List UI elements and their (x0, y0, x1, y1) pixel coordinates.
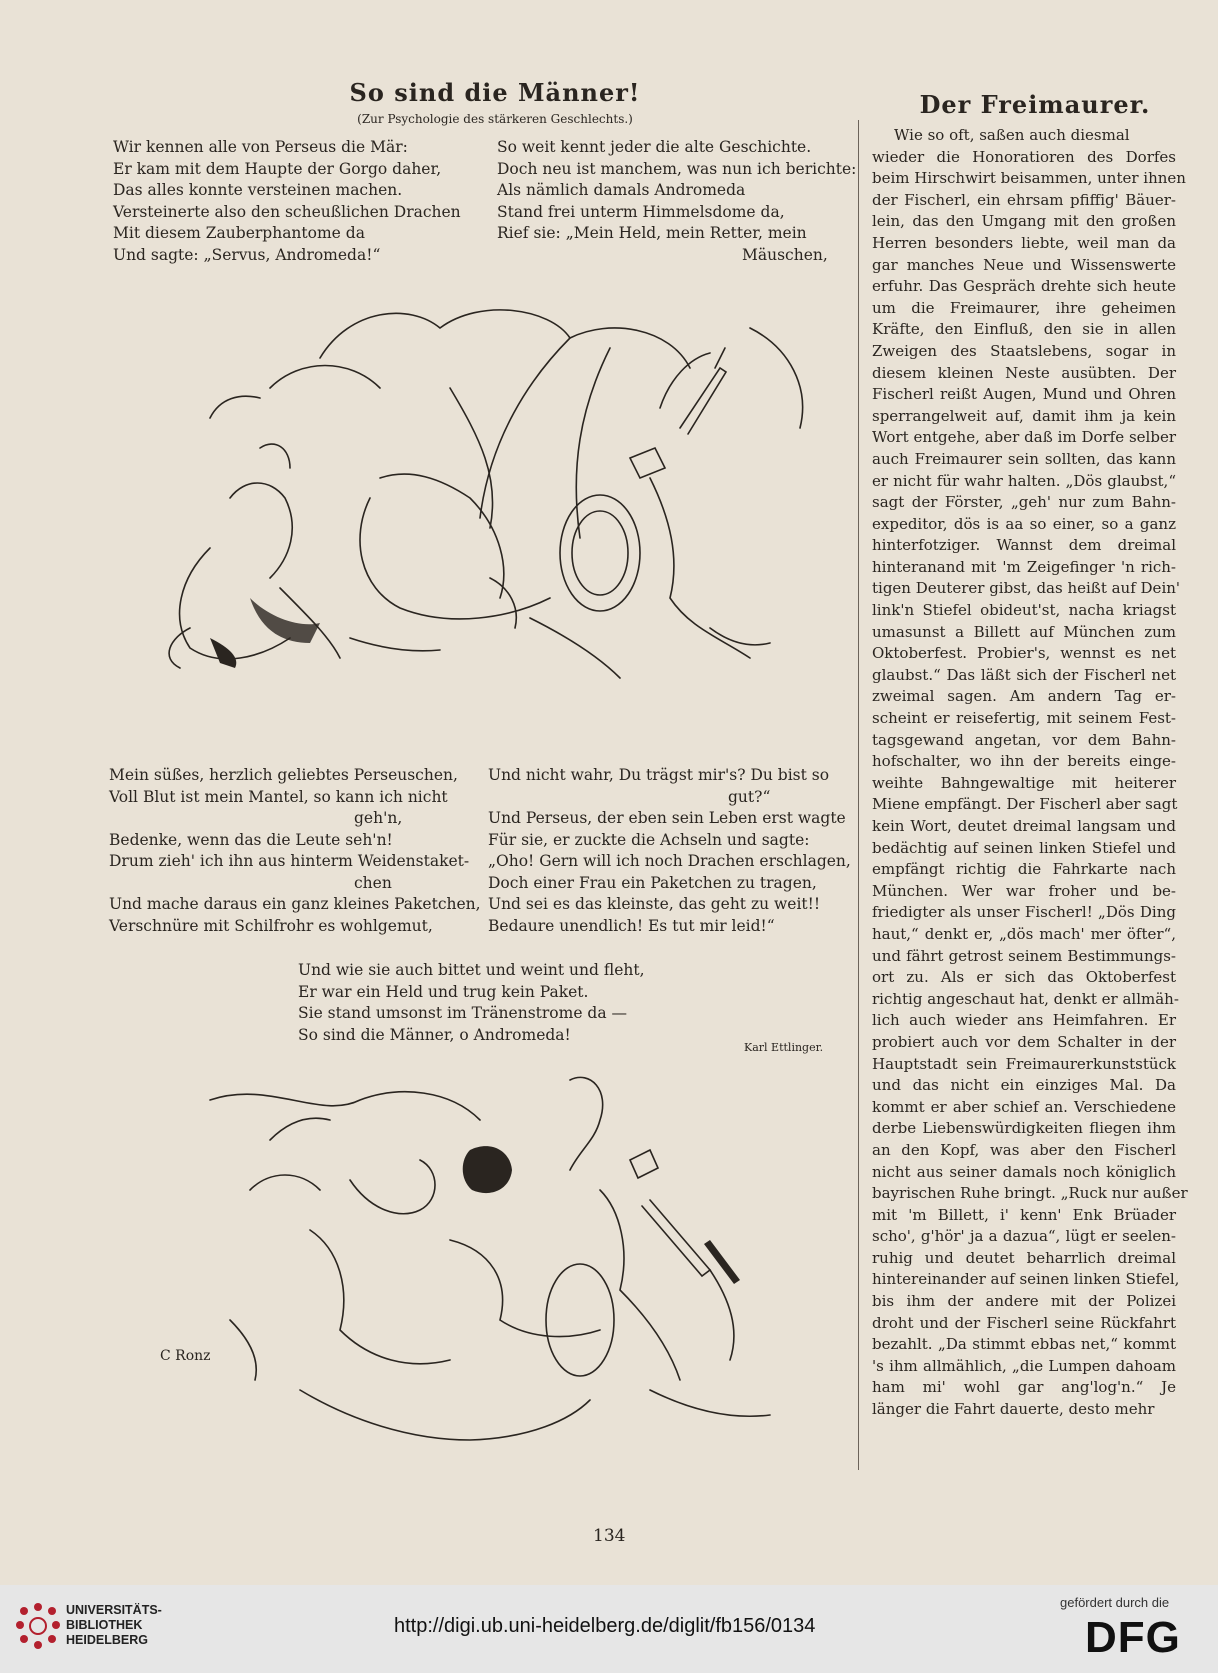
verse-line: Verschnüre mit Schilfrohr es wohlgemut, (109, 916, 433, 935)
verse-line: So sind die Männer, o Andromeda! (298, 1025, 571, 1044)
institution-name: UNIVERSITÄTS- BIBLIOTHEK HEIDELBERG (66, 1603, 162, 1647)
verse-line: Mit diesem Zauberphantome da (113, 224, 365, 242)
text-line: scheint er reisefertig, mit seinem Fest- (872, 709, 1176, 728)
text-line: sperrangelweit auf, damit ihm ja kein (872, 406, 1176, 425)
text-line: scho', g'hör' ja a dazua“, lügt er seelen- (872, 1227, 1176, 1246)
text-line: Fischerl reißt Augen, Mund und Ohren (872, 385, 1176, 404)
illustration-perseus-package (150, 1060, 830, 1490)
verse-line: Und wie sie auch bittet und weint und fleht, (298, 961, 645, 979)
text-line: bayrischen Ruhe bringt. „Ruck nur außer (872, 1184, 1188, 1203)
verse-line: Drum zieh' ich ihn aus hinterm Weidenstaket- (109, 852, 470, 870)
text-line: tagsgewand angetan, vor dem Bahn- (872, 730, 1176, 749)
text-line: Kräfte, den Einfluß, den sie in allen (872, 320, 1176, 339)
text-line: ruhig und deutet beharrlich dreimal (872, 1248, 1176, 1267)
text-line: ort zu. Als er sich das Oktoberfest (872, 968, 1176, 987)
text-line: bezahlt. „Da stimmt ebbas net,“ kommt (872, 1335, 1176, 1354)
verse-line: Er kam mit dem Haupte der Gorgo daher, (113, 159, 442, 178)
page-number: 134 (593, 1526, 626, 1546)
verse-line: Sie stand umsonst im Tränenstrome da — (298, 1004, 628, 1022)
verse-line: „Oho! Gern will ich noch Drachen erschlagen, (488, 852, 851, 870)
text-line: ham mi' wohl gar ang'log'n.“ Je (872, 1378, 1176, 1397)
verse-line: Wir kennen alle von Perseus die Mär: (113, 138, 408, 156)
text-line: erfuhr. Das Gespräch drehte sich heute (872, 277, 1176, 296)
poem-stanza-4 (488, 765, 851, 937)
text-line: 's ihm allmählich, „die Lumpen dahoam (872, 1356, 1176, 1375)
funding-note: gefördert durch die (1060, 1595, 1170, 1610)
text-line: länger die Fahrt dauerte, desto mehr (872, 1400, 1155, 1419)
text-line: richtig angeschaut hat, denkt er allmäh- (872, 989, 1179, 1008)
verse-line: Rief sie: „Mein Held, mein Retter, mein (497, 224, 807, 242)
text-line: Herren besonders liebte, weil man da (872, 233, 1176, 252)
text-line: Miene empfängt. Der Fischerl aber sagt (872, 795, 1178, 814)
text-line: kommt er aber schief an. Verschiedene (872, 1097, 1176, 1116)
text-line: Oktoberfest. Probier's, wennst es net (872, 644, 1176, 663)
text-line: hintereinander auf seinen linken Stiefel, (872, 1270, 1180, 1289)
verse-line: Und nicht wahr, Du trägst mir's? Du bist so (488, 766, 830, 784)
poem-stanza-1 (113, 137, 461, 266)
text-line: mit 'm Billett, i' kenn' Enk Brüader (872, 1205, 1176, 1224)
text-line: probiert auch vor dem Schalter in der (872, 1032, 1176, 1051)
verse-line: So weit kennt jeder die alte Geschichte. (497, 138, 812, 156)
verse-line: Bedenke, wenn das die Leute seh'n! (109, 830, 393, 849)
verse-line: chen (354, 873, 392, 892)
text-line: auch Freimaurer sein sollten, das kann (872, 449, 1176, 468)
verse-line: Und mache daraus ein ganz kleines Paketchen, (109, 895, 481, 913)
text-line: tigen Deuterer gibst, das heißt auf Dein' (872, 579, 1181, 598)
text-line: der Fischerl, ein ehrsam pfiffig' Bäuer- (872, 190, 1176, 209)
verse-line: Versteinerte also den scheußlichen Drachen (113, 202, 461, 221)
illustration-perseus-dragon (150, 298, 830, 738)
column-divider (858, 120, 859, 1470)
text-line: er nicht für wahr halten. „Dös glaubst,“ (872, 471, 1176, 490)
verse-line: Das alles konnte versteinen machen. (113, 181, 403, 199)
text-line: hinterfotziger. Wannst dem dreimal (872, 536, 1176, 555)
author-name: Karl Ettlinger. (744, 1041, 824, 1054)
text-line: derbe Liebenswürdigkeiten fliegen ihm (872, 1119, 1176, 1138)
verse-line: Er war ein Held und trug kein Paket. (298, 982, 589, 1001)
text-line: lich auch wieder ans Heimfahren. Er (872, 1011, 1176, 1030)
verse-line: Als nämlich damals Andromeda (497, 181, 746, 199)
verse-line: Bedaure unendlich! Es tut mir leid!“ (488, 916, 775, 935)
artist-signature: C Ronz (160, 1348, 211, 1364)
verse-line: Doch neu ist manchem, was nun ich berichte: (497, 159, 857, 178)
verse-line: Und sagte: „Servus, Andromeda!“ (113, 245, 381, 264)
text-line: gar manches Neue und Wissenswerte (872, 255, 1176, 274)
poem-stanza-3 (109, 765, 481, 937)
text-line: nicht aus seiner damals noch königlich (872, 1162, 1176, 1181)
text-line: bis ihm der andere mit der Polizei (872, 1292, 1176, 1311)
text-line: link'n Stiefel obideut'st, nacha kriagst (872, 601, 1176, 620)
text-line: zweimal sagen. Am andern Tag er- (872, 687, 1176, 706)
text-line: beim Hirschwirt beisammen, unter ihnen (872, 169, 1186, 188)
text-line: um die Freimaurer, ihre geheimen (872, 298, 1176, 317)
text-line: sagt der Förster, „geh' nur zum Bahn- (872, 493, 1176, 512)
text-line: wieder die Honoratioren des Dorfes (872, 147, 1176, 166)
text-line: expeditor, dös is aa so einer, so a ganz (872, 514, 1176, 533)
text-line: diesem kleinen Neste ausübten. Der (872, 363, 1176, 382)
text-line: Hauptstadt sein Freimaurerkunststück (872, 1054, 1176, 1073)
text-line: haut,“ denkt er, „dös mach' mer öfter“, (872, 924, 1176, 943)
verse-line: Mein süßes, herzlich geliebtes Perseuschen, (109, 766, 458, 784)
article-title: So sind die Männer! (349, 78, 641, 107)
verse-line: Doch einer Frau ein Paketchen zu tragen, (488, 873, 817, 892)
viewer-footer (0, 1585, 1218, 1673)
verse-line: Mäuschen, (742, 245, 828, 264)
poem-stanza-5 (298, 960, 645, 1046)
text-line: hofschalter, wo ihn der bereits einge- (872, 752, 1176, 771)
university-seal-icon (14, 1601, 62, 1653)
text-line: und fährt getrost seinem Bestimmungs- (872, 946, 1176, 965)
text-line: an den Kopf, was aber den Fischerl (872, 1140, 1176, 1159)
dfg-logo: DFG (1085, 1613, 1181, 1662)
verse-line: Für sie, er zuckte die Achseln und sagte: (488, 830, 810, 849)
article-title: Der Freimaurer. (919, 90, 1151, 119)
verse-line: Und sei es das kleinste, das geht zu weit!! (488, 895, 821, 913)
text-line: lein, das den Umgang mit den großen (872, 212, 1176, 231)
article-subtitle: (Zur Psychologie des stärkeren Geschlechts.) (357, 112, 633, 126)
article-body (872, 125, 1188, 1421)
verse-line: gut?“ (728, 787, 771, 806)
verse-line: Und Perseus, der eben sein Leben erst wagte (488, 809, 846, 827)
text-line: umasunst a Billett auf München zum (872, 622, 1176, 641)
text-line: weihte Bahngewaltige mit heiterer (872, 773, 1176, 792)
permalink-url[interactable]: http://digi.ub.uni-heidelberg.de/diglit/fb156/0134 (394, 1615, 816, 1637)
verse-line: geh'n, (354, 809, 403, 827)
text-line: Zweigen des Staatslebens, sogar in (872, 341, 1176, 360)
poem-stanza-2 (497, 137, 856, 266)
text-line: droht und der Fischerl seine Rückfahrt (872, 1313, 1176, 1332)
text-line: hinteranand mit 'm Zeigefinger 'n rich- (872, 557, 1176, 576)
text-line: Wort entgehe, aber daß im Dorfe selber (872, 428, 1176, 447)
text-line: bedächtig auf seinen linken Stiefel und (872, 838, 1176, 857)
text-line: empfängt richtig die Fahrkarte nach (872, 860, 1176, 879)
verse-line: Voll Blut ist mein Mantel, so kann ich nicht (109, 787, 448, 806)
text-line: friedigter als unser Fischerl! „Dös Ding (872, 903, 1176, 922)
text-line: glaubst.“ Das läßt sich der Fischerl net (872, 665, 1176, 684)
text-line: München. Wer war froher und be- (872, 881, 1176, 900)
text-line: Wie so oft, saßen auch diesmal (894, 126, 1130, 144)
verse-line: Stand frei unterm Himmelsdome da, (497, 202, 785, 221)
text-line: und das nicht ein einziges Mal. Da (872, 1076, 1176, 1095)
text-line: kein Wort, deutet dreimal langsam und (872, 817, 1176, 835)
